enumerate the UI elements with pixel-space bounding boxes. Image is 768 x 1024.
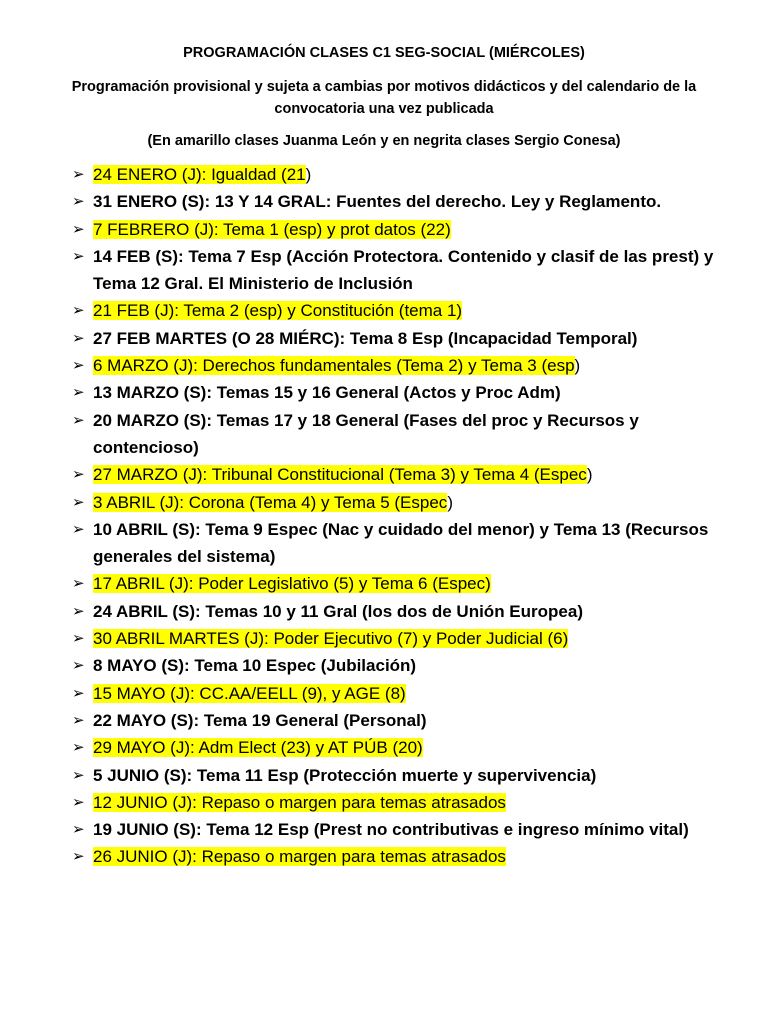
schedule-item [72, 161, 722, 188]
arrowhead-bullet-icon: ➢ [72, 519, 85, 538]
schedule-item [72, 816, 722, 843]
schedule-item-text: 8 MAYO (S): Tema 10 Espec (Jubilación) [93, 656, 417, 676]
schedule-item-text: 19 JUNIO (S): Tema 12 Esp (Prest no contributivas e ingreso mínimo vital) [93, 820, 689, 840]
arrowhead-bullet-icon: ➢ [72, 629, 85, 648]
schedule-item-text: 14 FEB (S): Tema 7 Esp (Acción Protectora. Contenido y clasif de las prest) y Tema 12 Gral. El Ministerio de Inclusión [93, 246, 714, 294]
schedule-item [72, 707, 722, 734]
schedule-item [72, 489, 722, 516]
arrowhead-bullet-icon: ➢ [72, 847, 85, 866]
arrowhead-bullet-icon: ➢ [72, 246, 85, 265]
arrowhead-bullet-icon: ➢ [72, 492, 85, 511]
schedule-item-text: 24 ABRIL (S): Temas 10 y 11 Gral (los dos de Unión Europea) [93, 601, 583, 621]
schedule-item-text: 10 ABRIL (S): Tema 9 Espec (Nac y cuidado del menor) y Tema 13 (Recursos generales del sistema) [93, 519, 709, 567]
arrowhead-bullet-icon: ➢ [72, 328, 85, 347]
arrowhead-bullet-icon: ➢ [72, 792, 85, 811]
schedule-item-text: 22 MAYO (S): Tema 19 General (Personal) [93, 710, 427, 730]
schedule-item [72, 843, 722, 870]
schedule-item [72, 762, 722, 789]
schedule-item [72, 407, 722, 462]
schedule-item-text: 3 ABRIL (J): Corona (Tema 4) y Tema 5 (Espec [93, 492, 448, 512]
schedule-item-text: 30 ABRIL MARTES (J): Poder Ejecutivo (7) y Poder Judicial (6) [93, 629, 569, 649]
schedule-item [72, 243, 722, 298]
schedule-item-text: 5 JUNIO (S): Tema 11 Esp (Protección muerte y supervivencia) [93, 765, 597, 785]
schedule-item-tail: ) [586, 465, 593, 485]
schedule-item [72, 789, 722, 816]
schedule-item [72, 570, 722, 597]
schedule-item [72, 680, 722, 707]
arrowhead-bullet-icon: ➢ [72, 301, 85, 320]
schedule-item-text: 21 FEB (J): Tema 2 (esp) y Constitución (tema 1) [93, 301, 463, 321]
arrowhead-bullet-icon: ➢ [72, 219, 85, 238]
schedule-item-text: 27 FEB MARTES (O 28 MIÉRC): Tema 8 Esp (Incapacidad Temporal) [93, 328, 638, 348]
schedule-item [72, 325, 722, 352]
schedule-item [72, 516, 722, 571]
document-subtitle: Programación provisional y sujeta a cambias por motivos didácticos y del calendario de la convocatoria una vez publicada [71, 79, 697, 117]
schedule-item-tail: ) [305, 165, 312, 184]
arrowhead-bullet-icon: ➢ [72, 192, 85, 211]
arrowhead-bullet-icon: ➢ [72, 383, 85, 402]
schedule-item [72, 461, 722, 488]
schedule-item [72, 352, 722, 379]
schedule-item-tail: ) [574, 356, 581, 376]
schedule-item-text: 13 MARZO (S): Temas 15 y 16 General (Actos y Proc Adm) [93, 383, 561, 403]
arrowhead-bullet-icon: ➢ [72, 465, 85, 484]
schedule-item-text: 24 ENERO (J): Igualdad (21 [93, 165, 306, 184]
arrowhead-bullet-icon: ➢ [72, 738, 85, 757]
schedule-item [72, 379, 722, 406]
arrowhead-bullet-icon: ➢ [72, 356, 85, 375]
schedule-item [72, 598, 722, 625]
schedule-item-text: 26 JUNIO (J): Repaso o margen para temas atrasados [93, 847, 506, 867]
schedule-item-tail: ) [447, 492, 453, 512]
schedule-item-text: 20 MARZO (S): Temas 17 y 18 General (Fases del proc y Recursos y contencioso) [93, 410, 639, 457]
document-title: PROGRAMACIÓN CLASES C1 SEG-SOCIAL (MIÉRCOLES) [183, 45, 585, 61]
arrowhead-bullet-icon: ➢ [72, 710, 85, 729]
class-schedule-list [72, 161, 722, 871]
schedule-item-text: 15 MAYO (J): CC.AA/EELL (9), y AGE (8) [93, 683, 406, 703]
schedule-item-text: 17 ABRIL (J): Poder Legislativo (5) y Tema 6 (Espec) [93, 574, 491, 594]
arrowhead-bullet-icon: ➢ [72, 165, 85, 183]
schedule-item [72, 734, 722, 761]
arrowhead-bullet-icon: ➢ [72, 574, 85, 593]
schedule-item-text: 12 JUNIO (J): Repaso o margen para temas atrasados [93, 792, 506, 812]
arrowhead-bullet-icon: ➢ [72, 656, 85, 675]
arrowhead-bullet-icon: ➢ [72, 765, 85, 784]
legend-note: (En amarillo clases Juanma León y en negrita clases Sergio Conesa) [147, 133, 621, 149]
arrowhead-bullet-icon: ➢ [72, 683, 85, 702]
schedule-item-text: 29 MAYO (J): Adm Elect (23) y AT PÚB (20) [93, 738, 423, 758]
arrowhead-bullet-icon: ➢ [72, 820, 85, 839]
schedule-item-text: 7 FEBRERO (J): Tema 1 (esp) y prot datos (22) [93, 219, 451, 239]
schedule-item [72, 625, 722, 652]
schedule-item-text: 31 ENERO (S): 13 Y 14 GRAL: Fuentes del derecho. Ley y Reglamento. [93, 192, 662, 212]
schedule-item [72, 216, 722, 243]
schedule-item [72, 652, 722, 679]
schedule-item [72, 188, 722, 215]
schedule-item-text: 27 MARZO (J): Tribunal Constitucional (Tema 3) y Tema 4 (Espec [93, 465, 587, 485]
arrowhead-bullet-icon: ➢ [72, 601, 85, 620]
schedule-item [72, 297, 722, 324]
schedule-item-text: 6 MARZO (J): Derechos fundamentales (Tema 2) y Tema 3 (esp [93, 356, 575, 376]
arrowhead-bullet-icon: ➢ [72, 410, 85, 429]
